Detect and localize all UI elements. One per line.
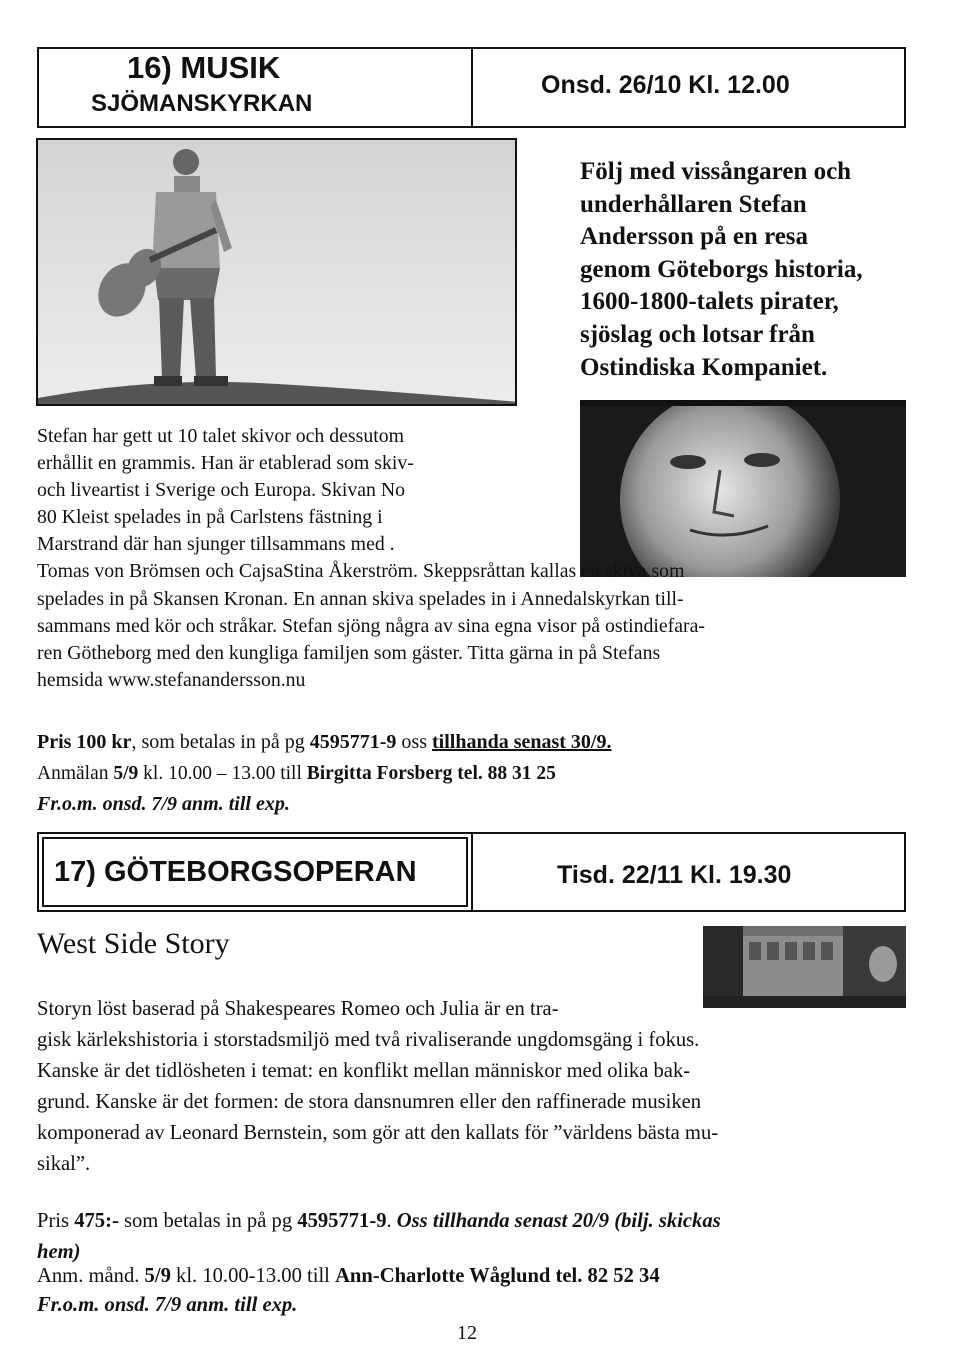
- postgiro-number: 4595771-9: [309, 731, 397, 753]
- body-line: 80 Kleist spelades in på Carlstens fästning i: [37, 506, 383, 529]
- section16-body: [37, 423, 917, 694]
- intro-line: Ostindiska Kompaniet.: [580, 353, 828, 381]
- section17-date: Tisd. 22/11 Kl. 19.30: [557, 861, 792, 889]
- singer-with-guitar-photo: [36, 138, 517, 406]
- price-label: Pris 100 kr: [37, 731, 132, 753]
- section16-signup: [37, 763, 556, 785]
- body-line: sikal”.: [37, 1153, 91, 1175]
- body-line: sammans med kör och stråkar. Stefan sjöng några av sina egna visor på ostindiefara-: [37, 614, 705, 637]
- section16-price: [37, 731, 611, 754]
- body-line: Stefan har gett ut 10 talet skivor och dessutom: [37, 425, 404, 447]
- body-line: och liveartist i Sverige och Europa. Skivan No: [37, 479, 406, 502]
- section17-price: [37, 1206, 721, 1268]
- section17-from-note: Fr.o.m. onsd. 7/9 anm. till exp.: [37, 1294, 298, 1316]
- body-line: Kanske är det tidlösheten i temat: en konflikt mellan människor med olika bak-: [37, 1060, 691, 1082]
- section16-intro: [580, 156, 910, 384]
- body-line: komponerad av Leonard Bernstein, som gör att den kallats för ”världens bästa mu-: [37, 1122, 719, 1144]
- price-text: .: [386, 1210, 397, 1232]
- price-amount: 475:-: [74, 1210, 119, 1232]
- section17-signup: [37, 1265, 660, 1288]
- body-line: spelades in på Skansen Kronan. En annan skiva spelades in i Annedalskyrkan till-: [37, 587, 684, 610]
- intro-line: sjöslag och lotsar från: [580, 320, 815, 348]
- body-line: grund. Kanske är det formen: de stora dansnumren eller den raffinerade musiken: [37, 1091, 702, 1113]
- price-text: som betalas in på pg: [118, 1210, 298, 1232]
- section17-title: 17) GÖTEBORGSOPERAN: [54, 856, 417, 888]
- price-prefix: Pris: [37, 1210, 75, 1232]
- section16-number-title: 16) MUSIK: [127, 50, 281, 85]
- section17-body: [37, 994, 917, 1180]
- price-text: oss: [396, 731, 432, 753]
- signup-contact: Birgitta Forsberg tel. 88 31 25: [306, 763, 556, 784]
- signup-contact: Ann-Charlotte Wåglund tel. 82 52 34: [335, 1265, 660, 1287]
- intro-line: Följ med vissångaren och: [580, 158, 852, 185]
- intro-line: Andersson på en resa: [580, 223, 809, 251]
- body-line: ren Götheborg med den kungliga familjen som gäster. Titta gärna in på Stefans: [37, 641, 661, 664]
- section16-date: Onsd. 26/10 Kl. 12.00: [541, 71, 790, 99]
- show-title: West Side Story: [37, 927, 230, 960]
- payment-deadline: tillhanda senast 30/9.: [432, 731, 612, 753]
- body-line: Marstrand där han sjunger tillsammans med .: [37, 533, 395, 556]
- price-text: , som betalas in på pg: [131, 731, 310, 753]
- signup-prefix: Anm. månd.: [37, 1265, 145, 1287]
- body-line: Tomas von Brömsen och CajsaStina Åkerström. Skeppsråttan kallas en skiva som: [37, 560, 685, 583]
- intro-line: genom Göteborgs historia,: [580, 255, 863, 283]
- page-number: 12: [457, 1322, 477, 1344]
- intro-line: 1600-1800-talets pirater,: [580, 288, 839, 316]
- signup-time: kl. 10.00 – 13.00 till: [138, 763, 307, 784]
- body-line: Storyn löst baserad på Shakespeares Romeo och Julia är en tra-: [37, 998, 559, 1020]
- section16-from-note: Fr.o.m. onsd. 7/9 anm. till exp.: [37, 793, 290, 815]
- signup-date: 5/9: [144, 1265, 171, 1287]
- body-line: gisk kärlekshistoria i storstadsmiljö med två rivaliserande ungdomsgäng i fokus.: [37, 1029, 700, 1051]
- payment-deadline: Oss tillhanda senast 20/9 (bilj. skickas: [396, 1210, 721, 1232]
- postgiro-number: 4595771-9: [297, 1210, 387, 1232]
- intro-line: underhållaren Stefan: [580, 190, 807, 218]
- body-line: hemsida www.stefanandersson.nu: [37, 668, 306, 691]
- signup-prefix: Anmälan: [37, 763, 114, 784]
- payment-deadline-cont: hem): [37, 1241, 81, 1263]
- section16-subtitle: SJÖMANSKYRKAN: [91, 90, 313, 117]
- signup-time: kl. 10.00-13.00 till: [170, 1265, 336, 1287]
- body-line: erhållit en grammis. Han är etablerad som skiv-: [37, 452, 414, 475]
- signup-date: 5/9: [113, 763, 139, 784]
